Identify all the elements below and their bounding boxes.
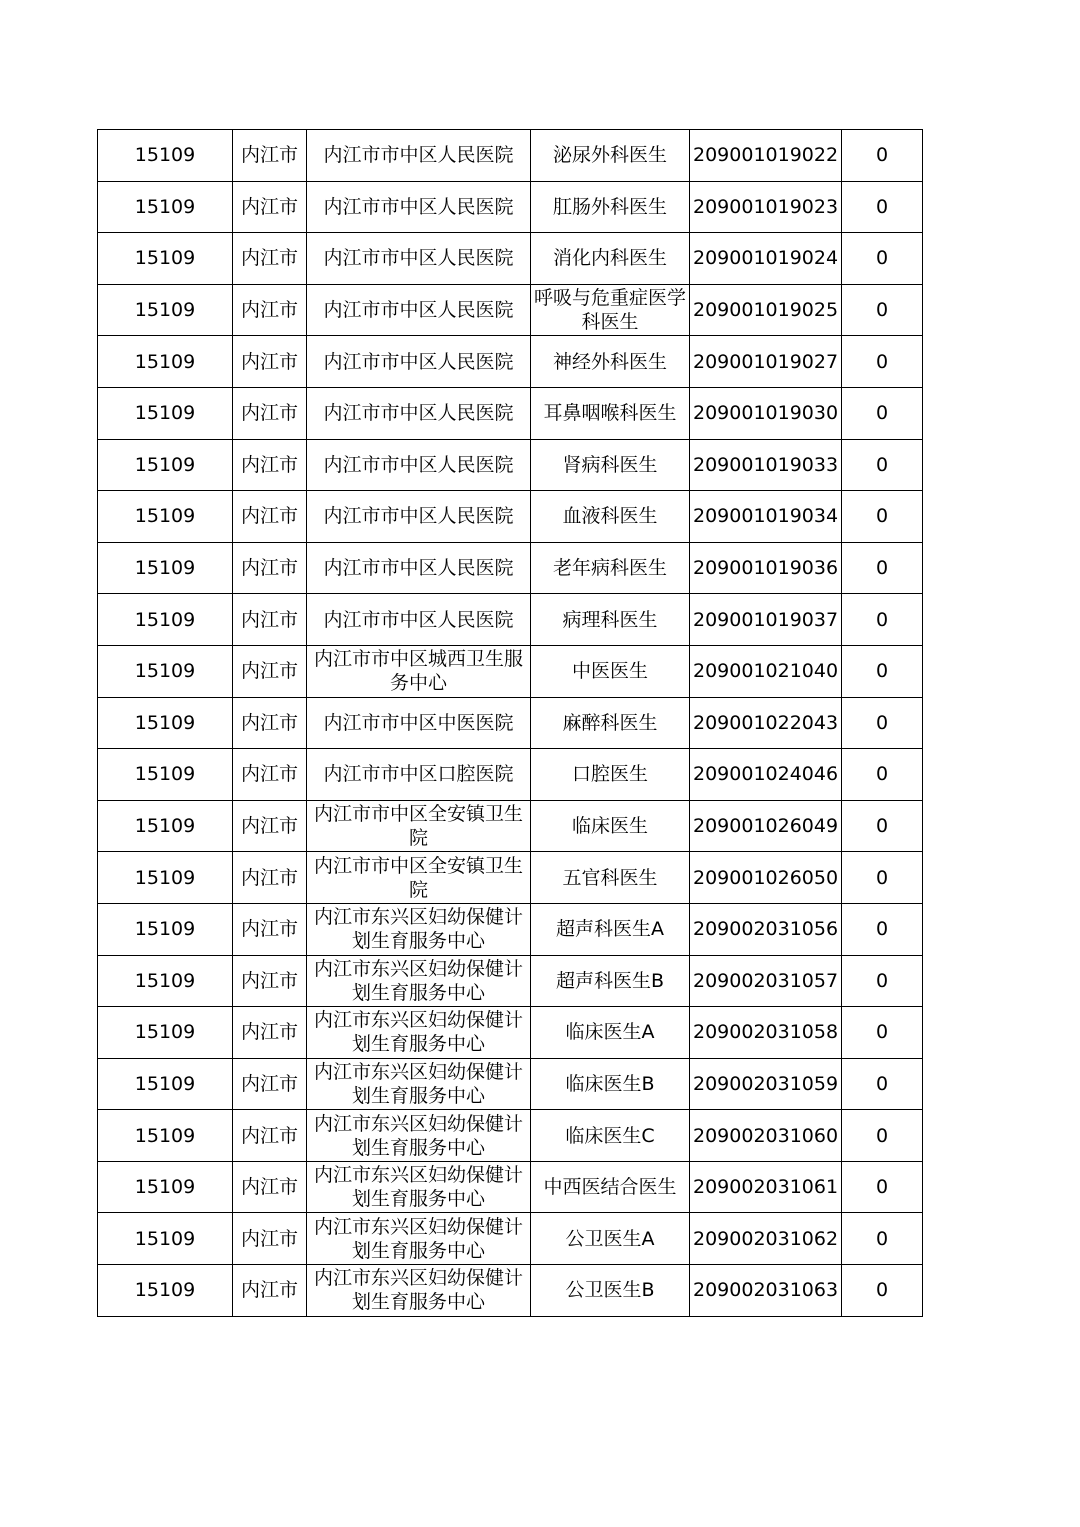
count-cell: 0: [842, 800, 923, 852]
city-cell: 内江市: [233, 594, 307, 646]
employer-cell: 内江市东兴区妇幼保健计划生育服务中心: [307, 1265, 531, 1317]
table-row: [98, 1161, 923, 1213]
count-cell: 0: [842, 1213, 923, 1265]
position-id-cell: 209001019036: [690, 542, 842, 594]
position-cell: 临床医生A: [531, 1007, 690, 1059]
employer-cell: 内江市市中区人民医院: [307, 181, 531, 233]
position-id-cell: 209001026049: [690, 800, 842, 852]
position-cell: 超声科医生B: [531, 955, 690, 1007]
table-row: [98, 1058, 923, 1110]
position-cell: 病理科医生: [531, 594, 690, 646]
table-row: [98, 542, 923, 594]
table-row: [98, 697, 923, 749]
code-cell: 15109: [98, 800, 233, 852]
position-id-cell: 209002031060: [690, 1110, 842, 1162]
employer-cell: 内江市市中区中医医院: [307, 697, 531, 749]
city-cell: 内江市: [233, 181, 307, 233]
position-id-cell: 209001019030: [690, 387, 842, 439]
employer-cell: 内江市市中区人民医院: [307, 439, 531, 491]
table-row: [98, 1007, 923, 1059]
count-cell: 0: [842, 284, 923, 336]
position-cell: 中医医生: [531, 645, 690, 697]
table-row: [98, 439, 923, 491]
table-row: [98, 852, 923, 904]
city-cell: 内江市: [233, 542, 307, 594]
code-cell: 15109: [98, 1007, 233, 1059]
table-row: [98, 387, 923, 439]
position-cell: 肾病科医生: [531, 439, 690, 491]
position-id-cell: 209002031062: [690, 1213, 842, 1265]
employer-cell: 内江市市中区人民医院: [307, 130, 531, 182]
employer-cell: 内江市市中区城西卫生服务中心: [307, 645, 531, 697]
count-cell: 0: [842, 852, 923, 904]
count-cell: 0: [842, 697, 923, 749]
position-cell: 耳鼻咽喉科医生: [531, 387, 690, 439]
table-row: [98, 594, 923, 646]
code-cell: 15109: [98, 542, 233, 594]
table-row: [98, 749, 923, 801]
position-cell: 口腔医生: [531, 749, 690, 801]
employer-cell: 内江市市中区全安镇卫生院: [307, 852, 531, 904]
count-cell: 0: [842, 645, 923, 697]
position-cell: 临床医生B: [531, 1058, 690, 1110]
code-cell: 15109: [98, 233, 233, 285]
position-id-cell: 209001019022: [690, 130, 842, 182]
table-row: [98, 130, 923, 182]
code-cell: 15109: [98, 387, 233, 439]
employer-cell: 内江市东兴区妇幼保健计划生育服务中心: [307, 1161, 531, 1213]
city-cell: 内江市: [233, 1110, 307, 1162]
city-cell: 内江市: [233, 439, 307, 491]
code-cell: 15109: [98, 903, 233, 955]
position-cell: 血液科医生: [531, 491, 690, 543]
city-cell: 内江市: [233, 903, 307, 955]
city-cell: 内江市: [233, 1265, 307, 1317]
employer-cell: 内江市市中区人民医院: [307, 387, 531, 439]
position-cell: 神经外科医生: [531, 336, 690, 388]
position-cell: 肛肠外科医生: [531, 181, 690, 233]
code-cell: 15109: [98, 1110, 233, 1162]
position-cell: 中西医结合医生: [531, 1161, 690, 1213]
table-row: [98, 800, 923, 852]
employer-cell: 内江市东兴区妇幼保健计划生育服务中心: [307, 1058, 531, 1110]
count-cell: 0: [842, 955, 923, 1007]
table-row: [98, 903, 923, 955]
position-id-cell: 209002031057: [690, 955, 842, 1007]
employer-cell: 内江市东兴区妇幼保健计划生育服务中心: [307, 1213, 531, 1265]
employer-cell: 内江市市中区人民医院: [307, 284, 531, 336]
count-cell: 0: [842, 336, 923, 388]
city-cell: 内江市: [233, 1161, 307, 1213]
position-id-cell: 209002031059: [690, 1058, 842, 1110]
position-id-cell: 209001019027: [690, 336, 842, 388]
code-cell: 15109: [98, 181, 233, 233]
city-cell: 内江市: [233, 130, 307, 182]
position-cell: 老年病科医生: [531, 542, 690, 594]
position-id-cell: 209002031063: [690, 1265, 842, 1317]
position-id-cell: 209001024046: [690, 749, 842, 801]
code-cell: 15109: [98, 336, 233, 388]
count-cell: 0: [842, 181, 923, 233]
count-cell: 0: [842, 1161, 923, 1213]
count-cell: 0: [842, 491, 923, 543]
city-cell: 内江市: [233, 955, 307, 1007]
city-cell: 内江市: [233, 749, 307, 801]
code-cell: 15109: [98, 852, 233, 904]
employer-cell: 内江市市中区人民医院: [307, 542, 531, 594]
table-row: [98, 336, 923, 388]
city-cell: 内江市: [233, 697, 307, 749]
position-id-cell: 209001019037: [690, 594, 842, 646]
table-row: [98, 284, 923, 336]
code-cell: 15109: [98, 1213, 233, 1265]
count-cell: 0: [842, 542, 923, 594]
employer-cell: 内江市市中区人民医院: [307, 491, 531, 543]
table-row: [98, 645, 923, 697]
table-row: [98, 1110, 923, 1162]
count-cell: 0: [842, 233, 923, 285]
position-cell: 超声科医生A: [531, 903, 690, 955]
position-id-cell: 209001021040: [690, 645, 842, 697]
employer-cell: 内江市东兴区妇幼保健计划生育服务中心: [307, 903, 531, 955]
code-cell: 15109: [98, 1161, 233, 1213]
city-cell: 内江市: [233, 1213, 307, 1265]
position-id-cell: 209001019024: [690, 233, 842, 285]
city-cell: 内江市: [233, 233, 307, 285]
employer-cell: 内江市市中区全安镇卫生院: [307, 800, 531, 852]
city-cell: 内江市: [233, 645, 307, 697]
code-cell: 15109: [98, 594, 233, 646]
table-row: [98, 181, 923, 233]
position-cell: 呼吸与危重症医学科医生: [531, 284, 690, 336]
count-cell: 0: [842, 1110, 923, 1162]
employer-cell: 内江市东兴区妇幼保健计划生育服务中心: [307, 955, 531, 1007]
table-row: [98, 1213, 923, 1265]
positions-table-body: [98, 130, 923, 1317]
code-cell: 15109: [98, 284, 233, 336]
code-cell: 15109: [98, 130, 233, 182]
count-cell: 0: [842, 903, 923, 955]
code-cell: 15109: [98, 697, 233, 749]
position-cell: 公卫医生B: [531, 1265, 690, 1317]
position-id-cell: 209001019033: [690, 439, 842, 491]
position-id-cell: 209001019025: [690, 284, 842, 336]
code-cell: 15109: [98, 749, 233, 801]
position-id-cell: 209001022043: [690, 697, 842, 749]
city-cell: 内江市: [233, 800, 307, 852]
code-cell: 15109: [98, 955, 233, 1007]
position-cell: 临床医生C: [531, 1110, 690, 1162]
count-cell: 0: [842, 130, 923, 182]
position-id-cell: 209001019023: [690, 181, 842, 233]
code-cell: 15109: [98, 645, 233, 697]
position-id-cell: 209002031056: [690, 903, 842, 955]
table-row: [98, 1265, 923, 1317]
position-cell: 消化内科医生: [531, 233, 690, 285]
position-id-cell: 209002031061: [690, 1161, 842, 1213]
city-cell: 内江市: [233, 336, 307, 388]
count-cell: 0: [842, 1058, 923, 1110]
count-cell: 0: [842, 1265, 923, 1317]
employer-cell: 内江市东兴区妇幼保健计划生育服务中心: [307, 1007, 531, 1059]
count-cell: 0: [842, 387, 923, 439]
count-cell: 0: [842, 594, 923, 646]
count-cell: 0: [842, 439, 923, 491]
city-cell: 内江市: [233, 1007, 307, 1059]
city-cell: 内江市: [233, 387, 307, 439]
employer-cell: 内江市市中区人民医院: [307, 233, 531, 285]
city-cell: 内江市: [233, 1058, 307, 1110]
position-cell: 五官科医生: [531, 852, 690, 904]
count-cell: 0: [842, 1007, 923, 1059]
position-cell: 临床医生: [531, 800, 690, 852]
positions-table: [97, 129, 923, 1317]
employer-cell: 内江市市中区人民医院: [307, 336, 531, 388]
position-id-cell: 209001026050: [690, 852, 842, 904]
code-cell: 15109: [98, 439, 233, 491]
employer-cell: 内江市市中区口腔医院: [307, 749, 531, 801]
position-id-cell: 209002031058: [690, 1007, 842, 1059]
code-cell: 15109: [98, 491, 233, 543]
city-cell: 内江市: [233, 491, 307, 543]
table-row: [98, 955, 923, 1007]
position-id-cell: 209001019034: [690, 491, 842, 543]
code-cell: 15109: [98, 1058, 233, 1110]
employer-cell: 内江市东兴区妇幼保健计划生育服务中心: [307, 1110, 531, 1162]
code-cell: 15109: [98, 1265, 233, 1317]
count-cell: 0: [842, 749, 923, 801]
city-cell: 内江市: [233, 284, 307, 336]
table-row: [98, 233, 923, 285]
position-cell: 泌尿外科医生: [531, 130, 690, 182]
position-cell: 公卫医生A: [531, 1213, 690, 1265]
employer-cell: 内江市市中区人民医院: [307, 594, 531, 646]
city-cell: 内江市: [233, 852, 307, 904]
table-row: [98, 491, 923, 543]
position-cell: 麻醉科医生: [531, 697, 690, 749]
